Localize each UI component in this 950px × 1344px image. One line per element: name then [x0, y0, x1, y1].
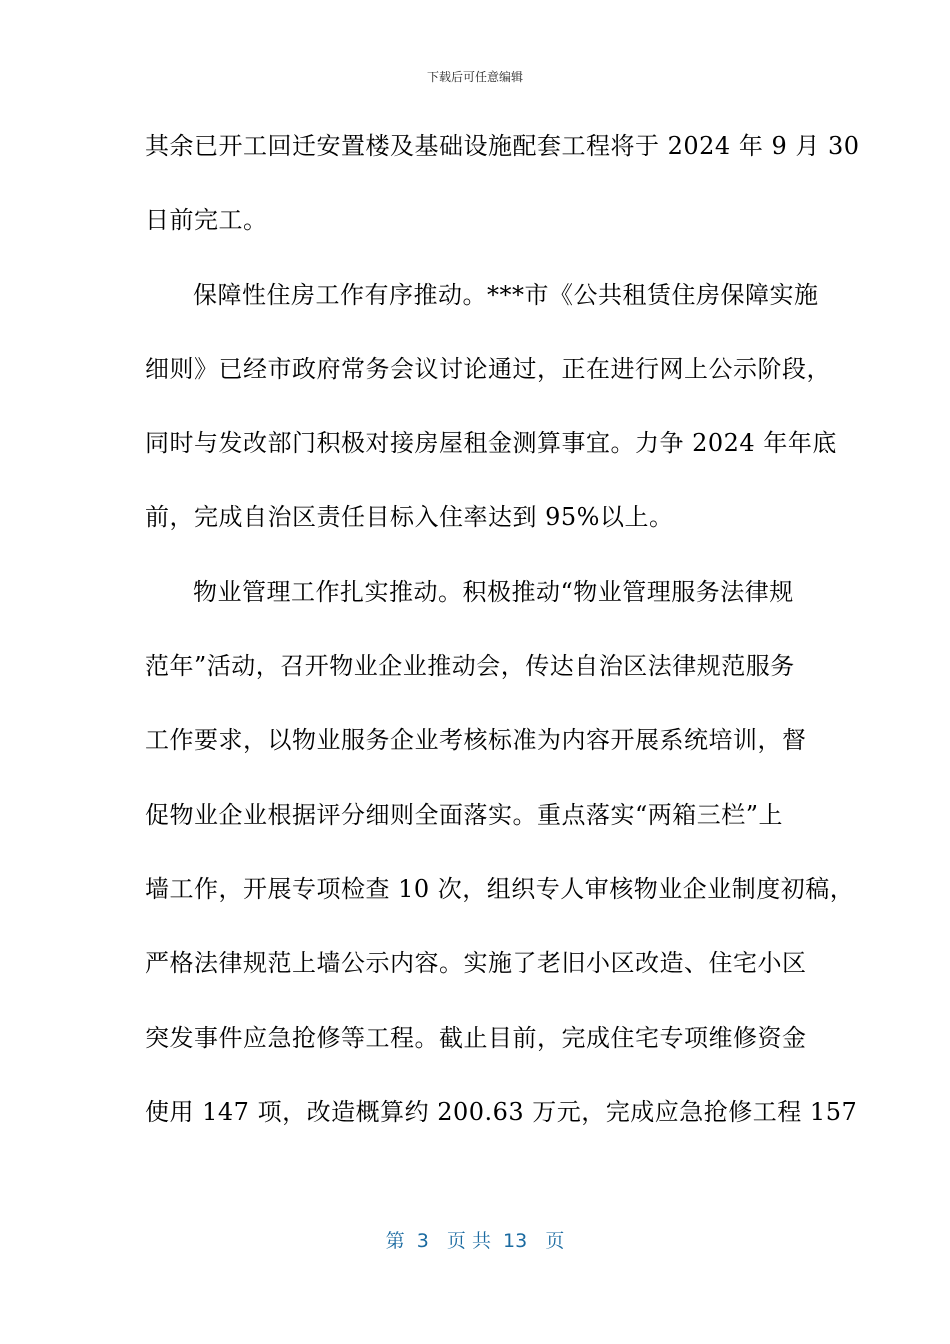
paragraph-start-line: 物业管理工作扎实推动。积极推动“物业管理服务法律规 [193, 577, 794, 606]
text-line: 严格法律规范上墙公示内容。实施了老旧小区改造、住宅小区 [145, 949, 807, 978]
text-line: 工作要求，以物业服务企业考核标准为内容开展系统培训，督 [145, 726, 807, 755]
paragraph-start-line: 保障性住房工作有序推动。***市《公共租赁住房保障实施 [193, 280, 819, 309]
text-line: 日前完工。 [145, 206, 268, 235]
text-line: 墙工作，开展专项检查 10 次，组织专人审核物业企业制度初稿， [145, 874, 855, 903]
page-number-footer: 第 3 页 共 13 页 [385, 1230, 565, 1252]
text-line: 同时与发改部门积极对接房屋租金测算事宜。力争 2024 年年底 [145, 429, 837, 458]
text-line: 促物业企业根据评分细则全面落实。重点落实“两箱三栏”上 [145, 800, 784, 829]
text-line: 前，完成自治区责任目标入住率达到 95%以上。 [145, 503, 674, 532]
text-line: 突发事件应急抢修等工程。截止目前，完成住宅专项维修资金 [145, 1023, 807, 1052]
text-line: 细则》已经市政府常务会议讨论通过，正在进行网上公示阶段， [145, 354, 831, 383]
page-header-note: 下载后可任意编辑 [426, 70, 523, 84]
text-line: 使用 147 项，改造概算约 200.63 万元，完成应急抢修工程 157 [145, 1097, 858, 1126]
text-line: 其余已开工回迁安置楼及基础设施配套工程将于 2024 年 9 月 30 [145, 132, 860, 160]
text-line: 范年”活动，召开物业企业推动会，传达自治区法律规范服务 [145, 652, 795, 681]
document-body [145, 126, 860, 1166]
